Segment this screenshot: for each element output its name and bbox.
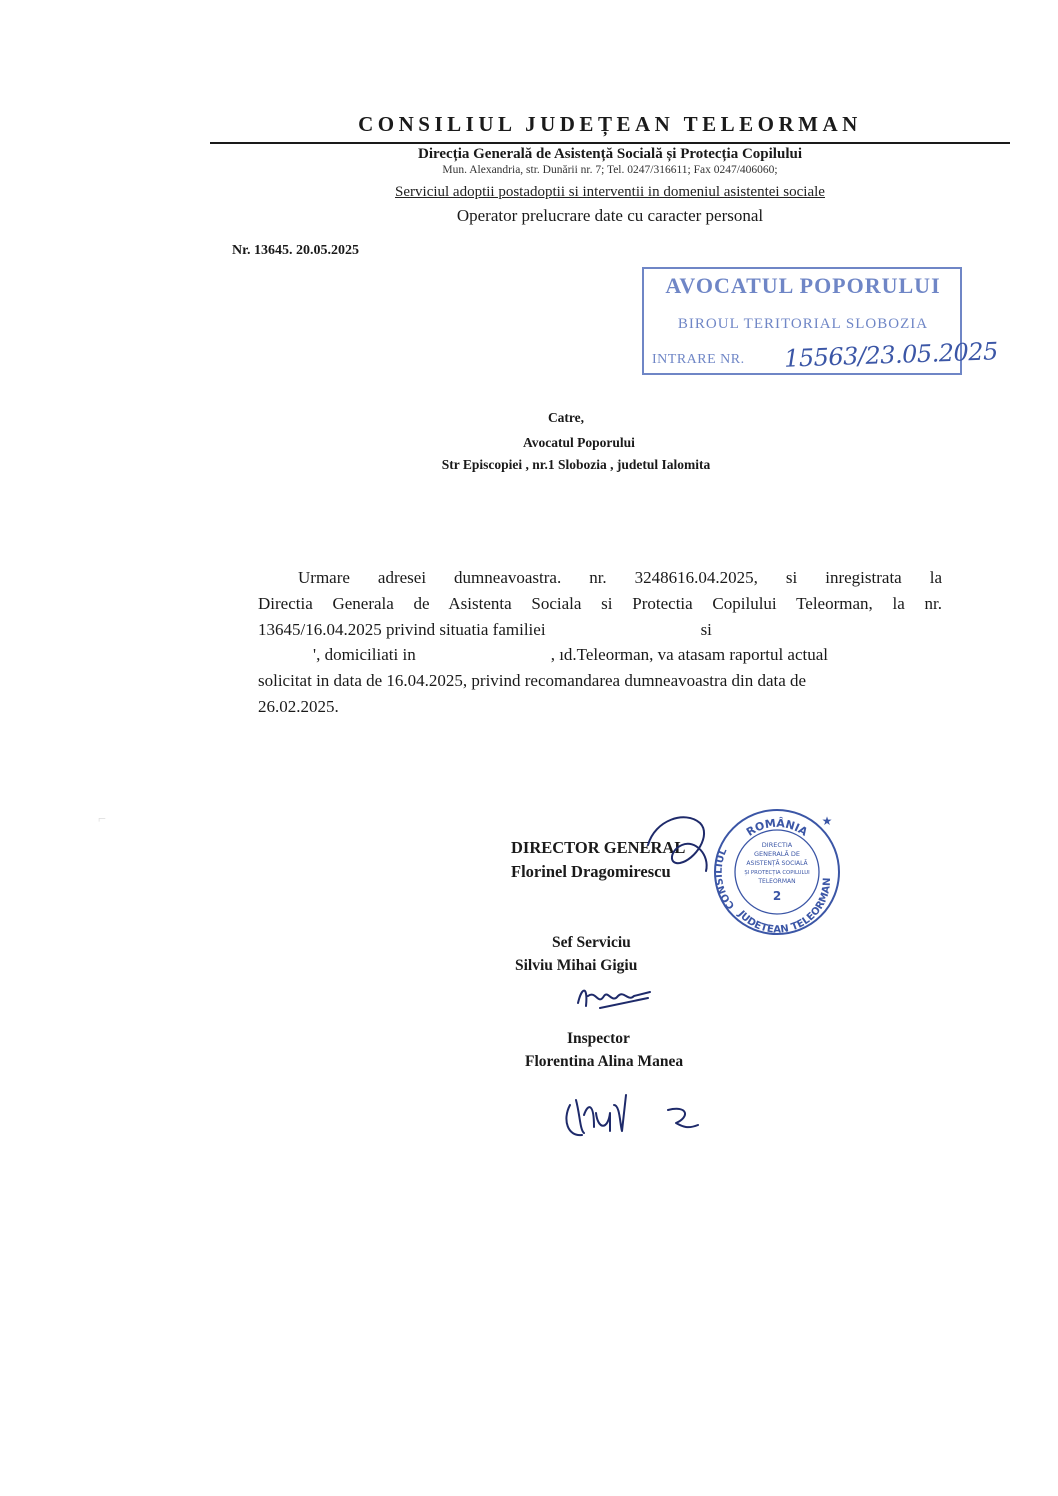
directorate-name: Direcția Generală de Asistență Socială și Protecția Copilului: [418, 146, 802, 162]
institution-address: Mun. Alexandria, str. Dunării nr. 7; Tel. 0247/316611; Fax 0247/406060;: [442, 164, 778, 176]
body-line-3-end: si: [700, 619, 712, 639]
header-rule: [210, 142, 1010, 144]
director-title: DIRECTOR GENERAL: [511, 838, 686, 857]
body-line-4-start: ', domiciliati in: [313, 645, 416, 665]
body-line-3: [258, 617, 942, 643]
seal-center-line-1: DIRECTIA: [761, 841, 793, 849]
institution-title: CONSILIUL JUDEȚEAN TELEORMAN: [358, 112, 862, 136]
body-line-4-end: , ıd.Teleorman, va atasam raportul actual: [550, 645, 829, 665]
service-name: Serviciul adoptii postadoptii si interventii in domeniul asistentei sociale: [395, 184, 825, 200]
letter-body: [258, 565, 942, 720]
chief-signature: [570, 978, 660, 1018]
body-line-2: Directia Generala de Asistenta Sociala si Protectia Copilului Teleorman, la nr.: [258, 593, 942, 613]
body-line-5: solicitat in data de 16.04.2025, privind recomandarea dumneavoastra din data de: [258, 671, 807, 691]
seal-center-line-3: ASISTENȚĂ SOCIALĂ: [746, 860, 808, 867]
seal-center-line-4: ȘI PROTECȚIA COPILULUI: [744, 870, 810, 876]
inspector-signature: [558, 1075, 703, 1145]
seal-star-icon: ★: [821, 814, 833, 828]
registration-stamp: [642, 267, 999, 375]
seal-bottom-text: JUDETEAN TELEORMAN: [735, 877, 834, 936]
body-line-1: Urmare adresei dumneavoastra. nr. 3248616.04.2025, si inregistrata la: [298, 568, 942, 587]
seal-top-text: ROMÂNIA: [744, 816, 810, 839]
director-name: Florinel Dragomirescu: [511, 862, 671, 881]
institution-seal: [710, 805, 845, 940]
data-operator-note: Operator prelucrare date cu caracter personal: [456, 206, 764, 225]
body-line-3-start: 13645/16.04.2025 privind situatia familiei: [258, 619, 546, 639]
inspector-title: Inspector: [567, 1030, 630, 1047]
seal-center-line-5: TELEORMAN: [758, 878, 796, 885]
margin-mark: ⌐: [98, 812, 106, 827]
director-signature: [640, 805, 720, 885]
body-line-4: [258, 642, 942, 668]
addressee-address: Str Episcopiei , nr.1 Slobozia , judetul Ialomita: [441, 457, 711, 472]
stamp-office: BIROUL TERITORIAL SLOBOZIA: [677, 316, 929, 332]
body-line-6: 26.02.2025.: [258, 697, 339, 717]
stamp-entry-label: INTRARE NR.: [652, 352, 745, 367]
stamp-entry-value: 15563/23.05.2025: [783, 337, 999, 373]
stamp-title: AVOCATUL POPORULUI: [665, 273, 941, 298]
addressee-salutation: Catre,: [547, 410, 585, 425]
inspector-name: Florentina Alina Manea: [525, 1053, 684, 1070]
chief-title: Sef Serviciu: [552, 934, 631, 951]
document-number: Nr. 13645. 20.05.2025: [232, 243, 360, 258]
seal-number: 2: [772, 889, 782, 903]
seal-center-line-2: GENERALĂ DE: [753, 850, 801, 858]
chief-name: Silviu Mihai Gigiu: [515, 957, 638, 974]
addressee-name: Avocatul Poporului: [523, 435, 635, 450]
seal-left-text: CONSILIUL: [713, 846, 738, 911]
